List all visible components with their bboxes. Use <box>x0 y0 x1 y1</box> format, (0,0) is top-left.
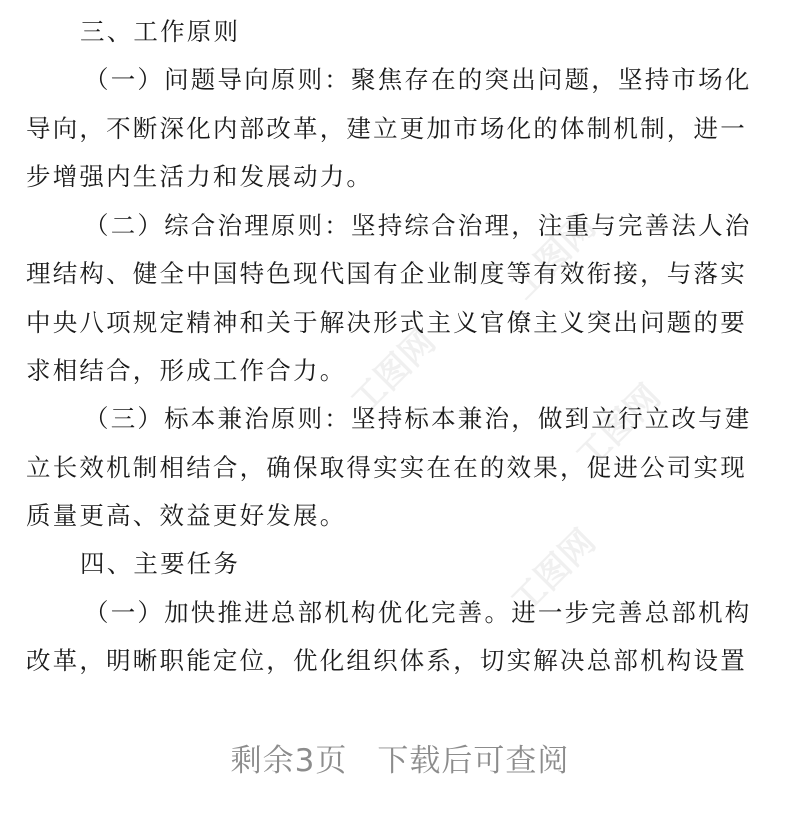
remaining-pages-notice[interactable] <box>0 735 800 780</box>
section-heading: 三、工作原则 <box>80 17 241 46</box>
paragraph-line: 理结构、健全中国特色现代国有企业制度等有效衔接，与落实 <box>26 259 747 288</box>
paragraph-line: （二）综合治理原则：坚持综合治理，注重与完善法人治 <box>84 211 752 240</box>
paragraph-line: （一）加快推进总部机构优化完善。进一步完善总部机构 <box>84 598 752 627</box>
paragraph-line: 改革，明晰职能定位，优化组织体系，切实解决总部机构设置 <box>26 646 747 675</box>
paragraph-line: 步增强内生活力和发展动力。 <box>26 162 374 191</box>
watermark: 工图网 <box>343 321 444 423</box>
paragraph-line: 质量更高、效益更好发展。 <box>26 501 347 530</box>
watermark: 工图网 <box>503 206 604 308</box>
section-heading: 四、主要任务 <box>80 549 241 578</box>
download-to-view-label: 下载后可查阅 <box>377 743 570 779</box>
remaining-pages-label: 剩余3页 <box>230 743 348 779</box>
paragraph-line: （三）标本兼治原则：坚持标本兼治，做到立行立改与建 <box>84 404 752 433</box>
watermark: 工图网 <box>568 376 669 478</box>
paragraph-line: 求相结合，形成工作合力。 <box>26 356 347 385</box>
watermark: 工图网 <box>503 521 604 623</box>
paragraph-line: 导向，不断深化内部改革，建立更加市场化的体制机制，进一 <box>26 114 747 143</box>
paragraph-line: （一）问题导向原则：聚焦存在的突出问题，坚持市场化 <box>84 65 752 94</box>
paragraph-line: 立长效机制相结合，确保取得实实在在的效果，促进公司实现 <box>26 453 747 482</box>
paragraph-line: 中央八项规定精神和关于解决形式主义官僚主义突出问题的要 <box>26 308 747 337</box>
